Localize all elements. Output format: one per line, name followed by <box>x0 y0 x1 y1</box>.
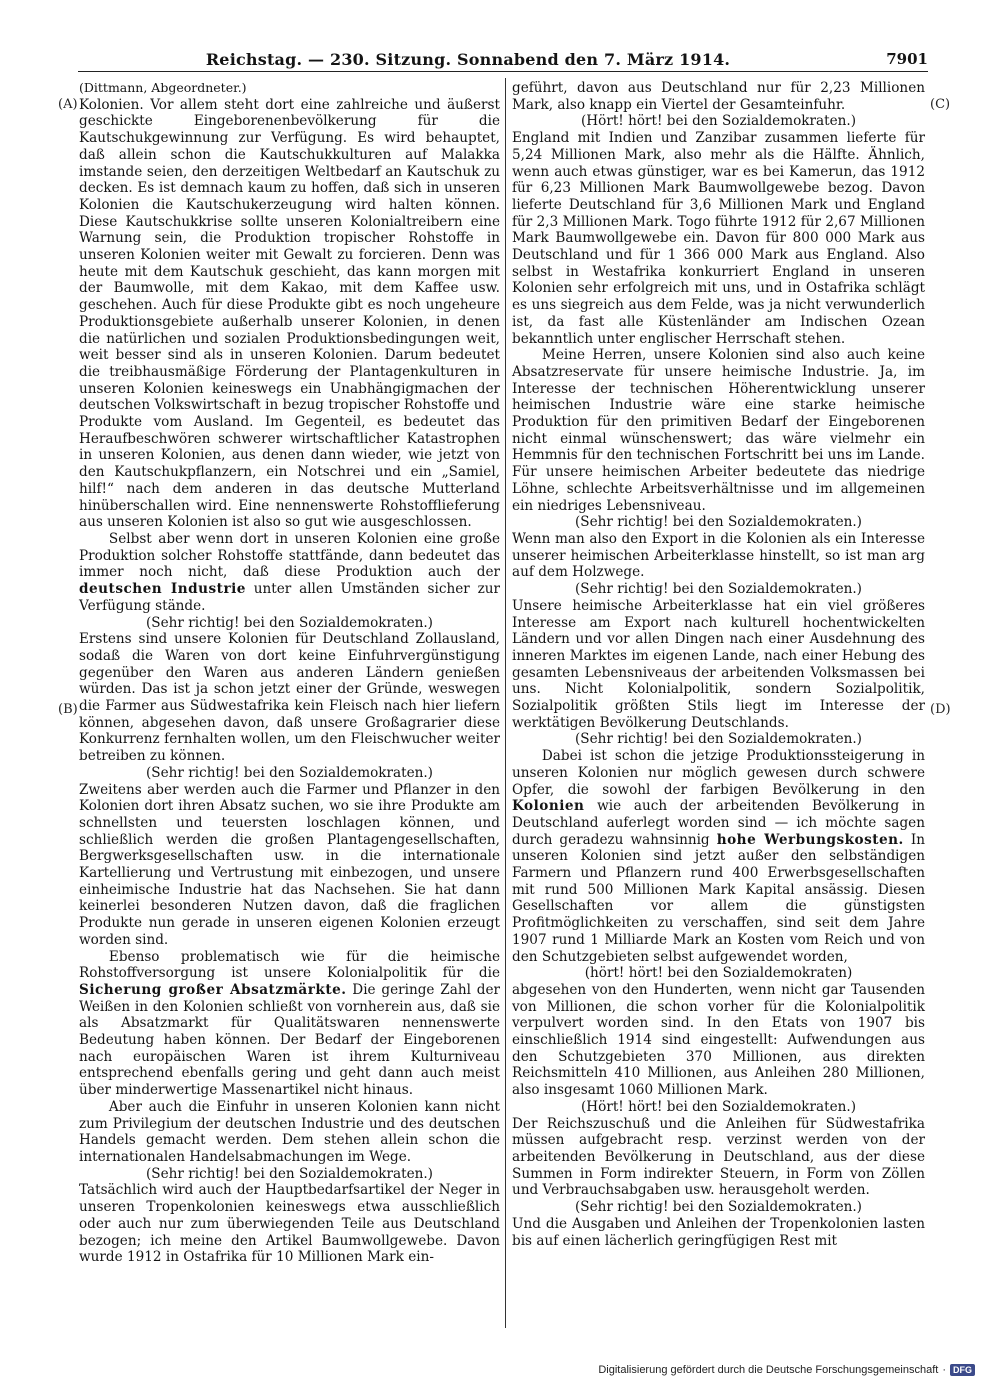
text-run: Dabei ist schon die jetzige Produktionssteigerung in unseren Kolonien nur möglich gewesen durch schwere Opfer, die sowohl der farbigen Bevölkerung in den <box>512 748 925 798</box>
paragraph: Zweitens aber werden auch die Farmer und Pflanzer in den Kolonien dort ihren Absatz suchen, wo sie ihre Produkte am schnellsten und teuersten loschlagen können, und schließlich werden die großen Plantagengesellschaften, Bergwerksgesellschaften usw. in die internationale Kartellierung und Vertrustung mit einbezogen, und unsere einheimische Industrie hat das Nachsehen. Sie hat dann keinerlei besonderen Nutzen davon, daß die fraglichen Produkte nun gerade in unseren eigenen Kolonien erzeugt worden sind. <box>79 781 500 948</box>
margin-mark-b: (B) <box>58 702 78 717</box>
left-column <box>79 80 500 1266</box>
page-number: 7901 <box>886 50 928 68</box>
emphasized-text: Kolonien <box>512 798 585 815</box>
interjection: (Hört! hört! bei den Sozialdemokraten.) <box>580 1098 856 1115</box>
header-title: Reichstag. — 230. Sitzung. Sonnabend den 7. März 1914. <box>205 50 731 69</box>
paragraph: England mit Indien und Zanzibar zusammen lieferte für 5,24 Millionen Mark, also mehr als die Hälfte. Ähnlich, wenn auch etwas günstiger, war es bei Kamerun, das 1912 für 6,23 Millionen Mark Baumwollgewebe bezog. Davon lieferte Deutschland für 3,6 Millionen Mark und England für 2,3 Millionen Mark. Togo führte 1912 für 2,67 Millionen Mark Baumwollgewebe ein. Davon für 800 000 Mark aus Deutschland und für 1 366 000 Mark aus England. Also selbst in Westafrika konkurriert England in unseren Kolonien sehr erfolgreich mit uns, und in Ostafrika schlägt es uns siegreich aus dem Felde, was ja nicht verwunderlich ist, da fast alle Küstenländer am Indischen Ozean bekanntlich unter englischer Herrschaft stehen. <box>512 130 925 347</box>
interjection: (Sehr richtig! bei den Sozialdemokraten.) <box>146 614 433 631</box>
paragraph: abgesehen von den Hunderten, wenn nicht gar Tausenden von Millionen, die schon vorher für die Kolonialpolitik verpulvert worden sind. In den Etats von 1907 bis einschließlich 1914 sind eingestellt: Aufwendungen aus den Schutzgebieten 370 Millionen, aus direkten Reichsmitteln 410 Millionen, aus Anleihen 280 Millionen, also insgesamt 1060 Millionen Mark. <box>512 981 925 1099</box>
margin-mark-c: (C) <box>930 97 951 112</box>
paragraph: Aber auch die Einfuhr in unseren Kolonien kann nicht zum Privilegium der deutschen Industrie und des deutschen Handels gemacht werden. Dem stehen allein schon die internationalen Handelsabmachungen im Wege. <box>79 1098 500 1165</box>
text-run: In unseren Kolonien sind jetzt außer den selbständigen Farmern und Pflanzern rund 400 Erwerbsgesellschaften mit rund 500 Millionen Mark Kapital ansässig. Diesen Gesellschaften vor allem die günstigsten Profitmöglichkeiten zu verschaffen, sind seit dem Jahre 1907 rund 1 Milliarde Mark an Kosten vom Reich und von den Schutzgebieten selbst aufgewendet worden, <box>512 831 926 965</box>
emphasized-text: deutschen Industrie <box>79 581 246 598</box>
right-column <box>512 80 925 1249</box>
interjection: (Sehr richtig! bei den Sozialdemokraten.) <box>575 731 862 748</box>
digitization-footer: Digitalisierung gefördert durch die Deutsche Forschungsgemeinschaft · DFG <box>598 1364 975 1376</box>
margin-mark-d: (D) <box>930 702 951 717</box>
interjection: (Hört! hört! bei den Sozialdemokraten.) <box>580 113 856 130</box>
text-run: unter allen Umständen sicher zur Verfügung stände. <box>79 581 500 614</box>
text-run: Die geringe Zahl der Weißen in den Kolonien schließt von vornherein aus, daß sie als Absatzmarkt für Qualitätswaren nennenswerte Bedeutung haben können. Der Bedarf der Eingeborenen nach europäischen Waren ist ihrem Kulturniveau entsprechend ebenfalls gering und geht dann auch meist über minderwertige Massenartikel nicht hinaus. <box>79 981 500 1099</box>
interjection: (Sehr richtig! bei den Sozialdemokraten.) <box>575 581 862 598</box>
dfg-logo: DFG <box>950 1364 975 1376</box>
paragraph: Der Reichszuschuß und die Anleihen für Südwestafrika müssen aufgebracht resp. verzinst werden von der arbeitenden Bevölkerung in Deutschland, aus der diese Summen in Form indirekter Steuern, in Form von Zöllen und Verbrauchsabgaben usw. herausgeholt werden. <box>512 1115 925 1199</box>
paragraph <box>79 949 500 1099</box>
footer-text: Digitalisierung gefördert durch die Deutsche Forschungsgemeinschaft <box>598 1364 939 1376</box>
paragraph: Und die Ausgaben und Anleihen der Tropenkolonien lasten bis auf einen lächerlich geringfügigen Rest mit <box>512 1215 925 1249</box>
text-run: Ebenso problematisch wie für die heimische Rohstoffversorgung ist unsere Kolonialpolitik für die <box>79 948 500 982</box>
paragraph: Kolonien. Vor allem steht dort eine zahlreiche und äußerst geschickte Eingeborenenbevölkerung für die Kautschukgewinnung zur Verfügung. Es wird behauptet, daß allein schon die Kautschukkulturen auf Malakka imstande seien, den derzeitigen Weltbedarf an Kautschuk zu decken. Es ist demnach kaum zu hoffen, daß sich in unseren Kolonien die Kautschukerzeugung wird halten können. Diese Kautschukkrise sollte unseren Kolonialtreibern eine Warnung sein, die Produktion tropischer Rohstoffe in unseren Kolonien weiter mit Gewalt zu forcieren. Denn was heute mit dem Kautschuk geschieht, das kann morgen mit der Baumwolle, mit dem Kakao, mit dem Kaffee usw. geschehen. Auch für diese Produkte gibt es noch ungeheure Produktionsgebiete außerhalb unserer Kolonien, in denen die natürlichen und sozialen Produktionsbedingungen weit, weit besser sind als in unseren Kolonien. Darum bedeutet die treibhausmäßige Förderung der Plantagenkulturen in unseren Kolonien keineswegs ein Unabhängigmachen der deutschen Volkswirtschaft in bezug tropischer Rohstoffe und Produkte vom Ausland. Im Gegenteil, es bedeutet das Heraufbeschwören schwerer wirtschaftlicher Katastrophen in unseren Kolonien, aus denen dann wieder, wie jetzt von den Kautschukpflanzern, ein Notschrei und ein „Samiel, hilf!“ nach dem anderen in das deutsche Mutterland hinüberschallen wird. Eine nennenswerte Rohstofflieferung aus unseren Kolonien ist also so gut wie ausgeschlossen. <box>79 96 500 531</box>
interjection: (hört! hört! bei den Sozialdemokraten) <box>584 965 853 982</box>
speaker-label: (Dittmann, Abgeordneter.) <box>79 80 247 95</box>
emphasized-text: Sicherung großer Absatzmärkte. <box>79 981 347 998</box>
paragraph: Wenn man also den Export in die Kolonien als ein Interesse unserer heimischen Arbeiterklasse hinstellt, so ist man arg auf dem Holzwege. <box>512 530 925 581</box>
paragraph: Erstens sind unsere Kolonien für Deutschland Zollausland, sodaß die Waren von dort keine Einfuhrvergünstigung gegenüber den Waren aus anderen Ländern genießen würden. Das ist ja schon jetzt einer der Gründe, weswegen die Farmer aus Südwestafrika kein Fleisch nach hier liefern können, abgesehen davon, daß unsere Großagrarier diese Konkurrenz fernhalten wollen, um den Fleischwucher weiter betreiben zu können. <box>79 631 500 765</box>
margin-mark-a: (A) <box>58 97 78 112</box>
interjection: (Sehr richtig! bei den Sozialdemokraten.) <box>575 514 862 531</box>
text-run: Selbst aber wenn dort in unseren Kolonien eine große Produktion solcher Rohstoffe stattfände, dann bedeutet das immer noch nicht, daß diese Produktion auch der <box>79 530 500 581</box>
paragraph: Meine Herren, unsere Kolonien sind also auch keine Absatzreservate für unsere heimische Industrie. Ja, im Interesse der technischen Höherentwicklung unserer heimischen Industrie wäre eine starke heimische Produktion für den primitiven Bedarf der Eingeborenen nicht einmal wünschenswert; das wäre vielmehr ein Hemmnis für den technischen Fortschritt bei uns im Lande. Für unsere heimischen Arbeiter bedeutete das niedrige Löhne, schlechte Arbeitsverhältnisse und im allgemeinen ein niedriges Lebensniveau. <box>512 347 925 514</box>
interjection: (Sehr richtig! bei den Sozialdemokraten.) <box>146 1165 433 1182</box>
paragraph: Unsere heimische Arbeiterklasse hat ein viel größeres Interesse am Export nach kulturell hochentwickelten Ländern und vor allen Dingen nach einer Ausdehnung des inneren Marktes im eigenen Lande, nach einer Hebung des gesamten Lebensniveaus der arbeitenden Volksmassen bei uns. Nicht Kolonialpolitik, sondern Sozialpolitik, Sozialpolitik größten Stils liegt im Interesse der werktätigen Bevölkerung Deutschlands. <box>512 597 925 731</box>
text-run: wie auch der arbeitenden Bevölkerung in Deutschland auferlegt worden sind — ich möchte sagen durch geradezu wahnsinnig <box>512 798 925 848</box>
interjection: (Sehr richtig! bei den Sozialdemokraten.) <box>146 764 433 781</box>
paragraph <box>79 531 500 615</box>
paragraph: Tatsächlich wird auch der Hauptbedarfsartikel der Neger in unseren Tropenkolonien keineswegs etwa ausschließlich oder auch nur zum überwiegenden Teile aus Deutschland bezogen; ich meine den Artikel Baumwollgewebe. Davon wurde 1912 in Ostafrika für 10 Millionen Mark ein- <box>79 1182 500 1266</box>
paragraph <box>512 748 925 965</box>
column-divider <box>505 78 506 1328</box>
paragraph: geführt, davon aus Deutschland nur für 2,23 Millionen Mark, also knapp ein Viertel der Gesamteinfuhr. <box>512 80 925 113</box>
interjection: (Sehr richtig! bei den Sozialdemokraten.) <box>575 1199 862 1216</box>
page-header <box>78 50 928 72</box>
emphasized-text: hohe Werbungskosten. <box>716 831 904 848</box>
